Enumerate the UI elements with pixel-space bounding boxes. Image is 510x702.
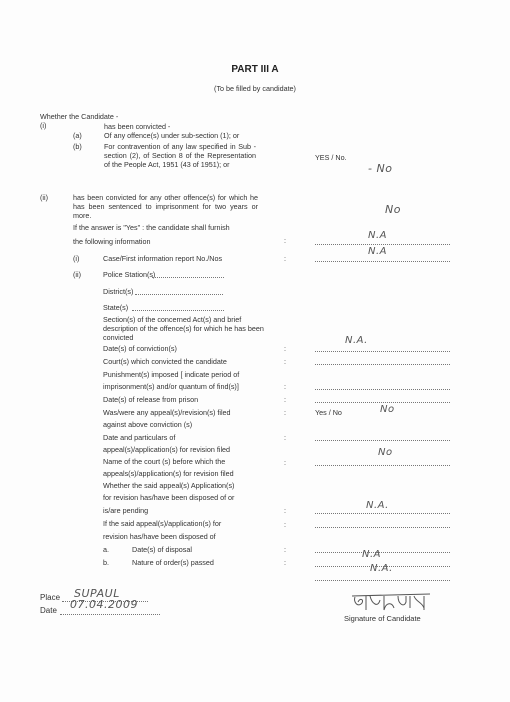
- detail-ii-label: (ii): [73, 270, 81, 279]
- signature-label: Signature of Candidate: [344, 614, 421, 623]
- appeal-yes-no: Yes / No: [315, 408, 342, 417]
- court-name-label-2: appeals(s)/application(s) for revision filed: [103, 469, 234, 478]
- date-disposal-letter: a.: [103, 545, 109, 554]
- court-name-label-1: Name of the court (s) before which the: [103, 457, 226, 466]
- colon: :: [284, 395, 286, 404]
- signature-svg: [350, 588, 432, 614]
- answer-line: [315, 402, 450, 403]
- particulars-label-1: Date and particulars of: [103, 433, 176, 442]
- q1-answer: - No: [368, 162, 393, 175]
- punishment-label-2: imprisonment(s) and/or quantum of find(s)]: [103, 382, 239, 391]
- date-disposal-label: Date(s) of disposal: [132, 545, 192, 554]
- date-release-label: Date(s) of release from prison: [103, 395, 199, 404]
- colon: :: [284, 520, 286, 529]
- appeal-label-1: Was/were any appeal(s)/revision(s) filed: [103, 408, 231, 417]
- page-title: PART III A: [231, 64, 279, 75]
- colon: :: [284, 254, 286, 263]
- q1-a-text: Of any offence(s) under sub-section (1); or: [104, 131, 240, 140]
- intro-text: Whether the Candidate -: [40, 112, 119, 121]
- colon: :: [284, 236, 286, 245]
- q1-yes-no: YES / No.: [315, 153, 347, 162]
- signature-text: उमेदवार: [350, 588, 353, 589]
- colon: :: [284, 344, 286, 353]
- answer-line: [315, 244, 450, 245]
- answer-line: [315, 364, 450, 365]
- q1-b-label: (b): [73, 142, 82, 151]
- colon: :: [284, 433, 286, 442]
- case-fir-label: Case/First information report No./Nos: [103, 254, 223, 263]
- answer-line: [315, 389, 450, 390]
- q1-b-text: For contravention of any law specified in Sub - section (2), of Section 8 of the Representation of the People Act, 1951 (43 of 1951); or: [104, 142, 256, 169]
- answer-line: [315, 513, 450, 514]
- q2-text: has been convicted for any other offence(s) for which he has been sentenced to imprisonment for two years or more.: [73, 193, 258, 220]
- disposed-label-3: is/are pending: [103, 506, 149, 515]
- case-fir-answer: N.A: [368, 246, 387, 257]
- colon: :: [284, 558, 286, 567]
- answer-line: [315, 527, 450, 528]
- appeal-answer: No: [380, 404, 395, 415]
- q2-if-yes: If the answer is "Yes" : the candidate shall furnish: [73, 223, 230, 232]
- particulars-label-2: appeal(s)/application(s) for revision filed: [103, 445, 231, 454]
- court-name-answer: No: [378, 447, 393, 458]
- candidate-signature: [350, 588, 432, 614]
- q1-number: (i): [40, 121, 47, 130]
- date-conviction-answer: N.A.: [345, 335, 368, 346]
- date-label: Date: [40, 606, 57, 615]
- district-line: [135, 294, 223, 295]
- colon: :: [284, 357, 286, 366]
- q2-number: (ii): [40, 193, 48, 202]
- place-label: Place: [40, 593, 61, 602]
- following-info-answer: N.A: [368, 230, 387, 241]
- if-disposed-label-1: If the said appeal(s)/application(s) for: [103, 519, 222, 528]
- colon: :: [284, 458, 286, 467]
- date-value: 07.04.2009: [70, 598, 138, 611]
- state-line: [132, 310, 224, 311]
- nature-orders-label: Nature of order(s) passed: [132, 558, 214, 567]
- detail-i-label: (i): [73, 254, 80, 263]
- disposed-label-2: for revision has/have been disposed of or: [103, 493, 235, 502]
- disposed-label-1: Whether the said appeal(s) Application(s): [103, 481, 235, 490]
- colon: :: [284, 545, 286, 554]
- police-station-label: Police Station(s): [103, 270, 156, 279]
- disposed-answer: N.A.: [366, 500, 389, 511]
- date-conviction-label: Date(s) of conviction(s): [103, 344, 177, 353]
- section-acts-label: Section(s) of the concerned Act(s) and brief description of the offence(s) for which he has been convicted: [103, 315, 264, 342]
- answer-line: [315, 440, 450, 441]
- nature-orders-letter: b.: [103, 558, 109, 567]
- court-convicted-label: Court(s) which convicted the candidate: [103, 357, 227, 366]
- q2-answer: No: [385, 203, 401, 216]
- appeal-label-2: against above conviction (s): [103, 420, 193, 429]
- police-station-line: [152, 277, 224, 278]
- answer-line: [315, 580, 450, 581]
- q2-following-info: the following information: [73, 237, 151, 246]
- answer-line: [315, 465, 450, 466]
- punishment-label-1: Punishment(s) imposed [ indicate period of: [103, 370, 240, 379]
- colon: :: [284, 408, 286, 417]
- colon: :: [284, 506, 286, 515]
- answer-line: [315, 261, 450, 262]
- date-line: [60, 614, 160, 615]
- district-label: District(s): [103, 287, 134, 296]
- answer-line: [315, 552, 450, 553]
- answer-line: [315, 351, 450, 352]
- colon: :: [284, 382, 286, 391]
- date-disposal-answer: N.A: [362, 549, 381, 560]
- place-value: SUPAUL: [74, 587, 120, 600]
- q1-a-label: (a): [73, 131, 82, 140]
- page-subtitle: (To be filled by candidate): [214, 84, 296, 93]
- q1-text: has been convicted -: [104, 122, 171, 131]
- if-disposed-label-2: revision has/have been disposed of: [103, 532, 216, 541]
- state-label: State(s): [103, 303, 129, 312]
- nature-orders-answer: N.A.: [370, 563, 393, 574]
